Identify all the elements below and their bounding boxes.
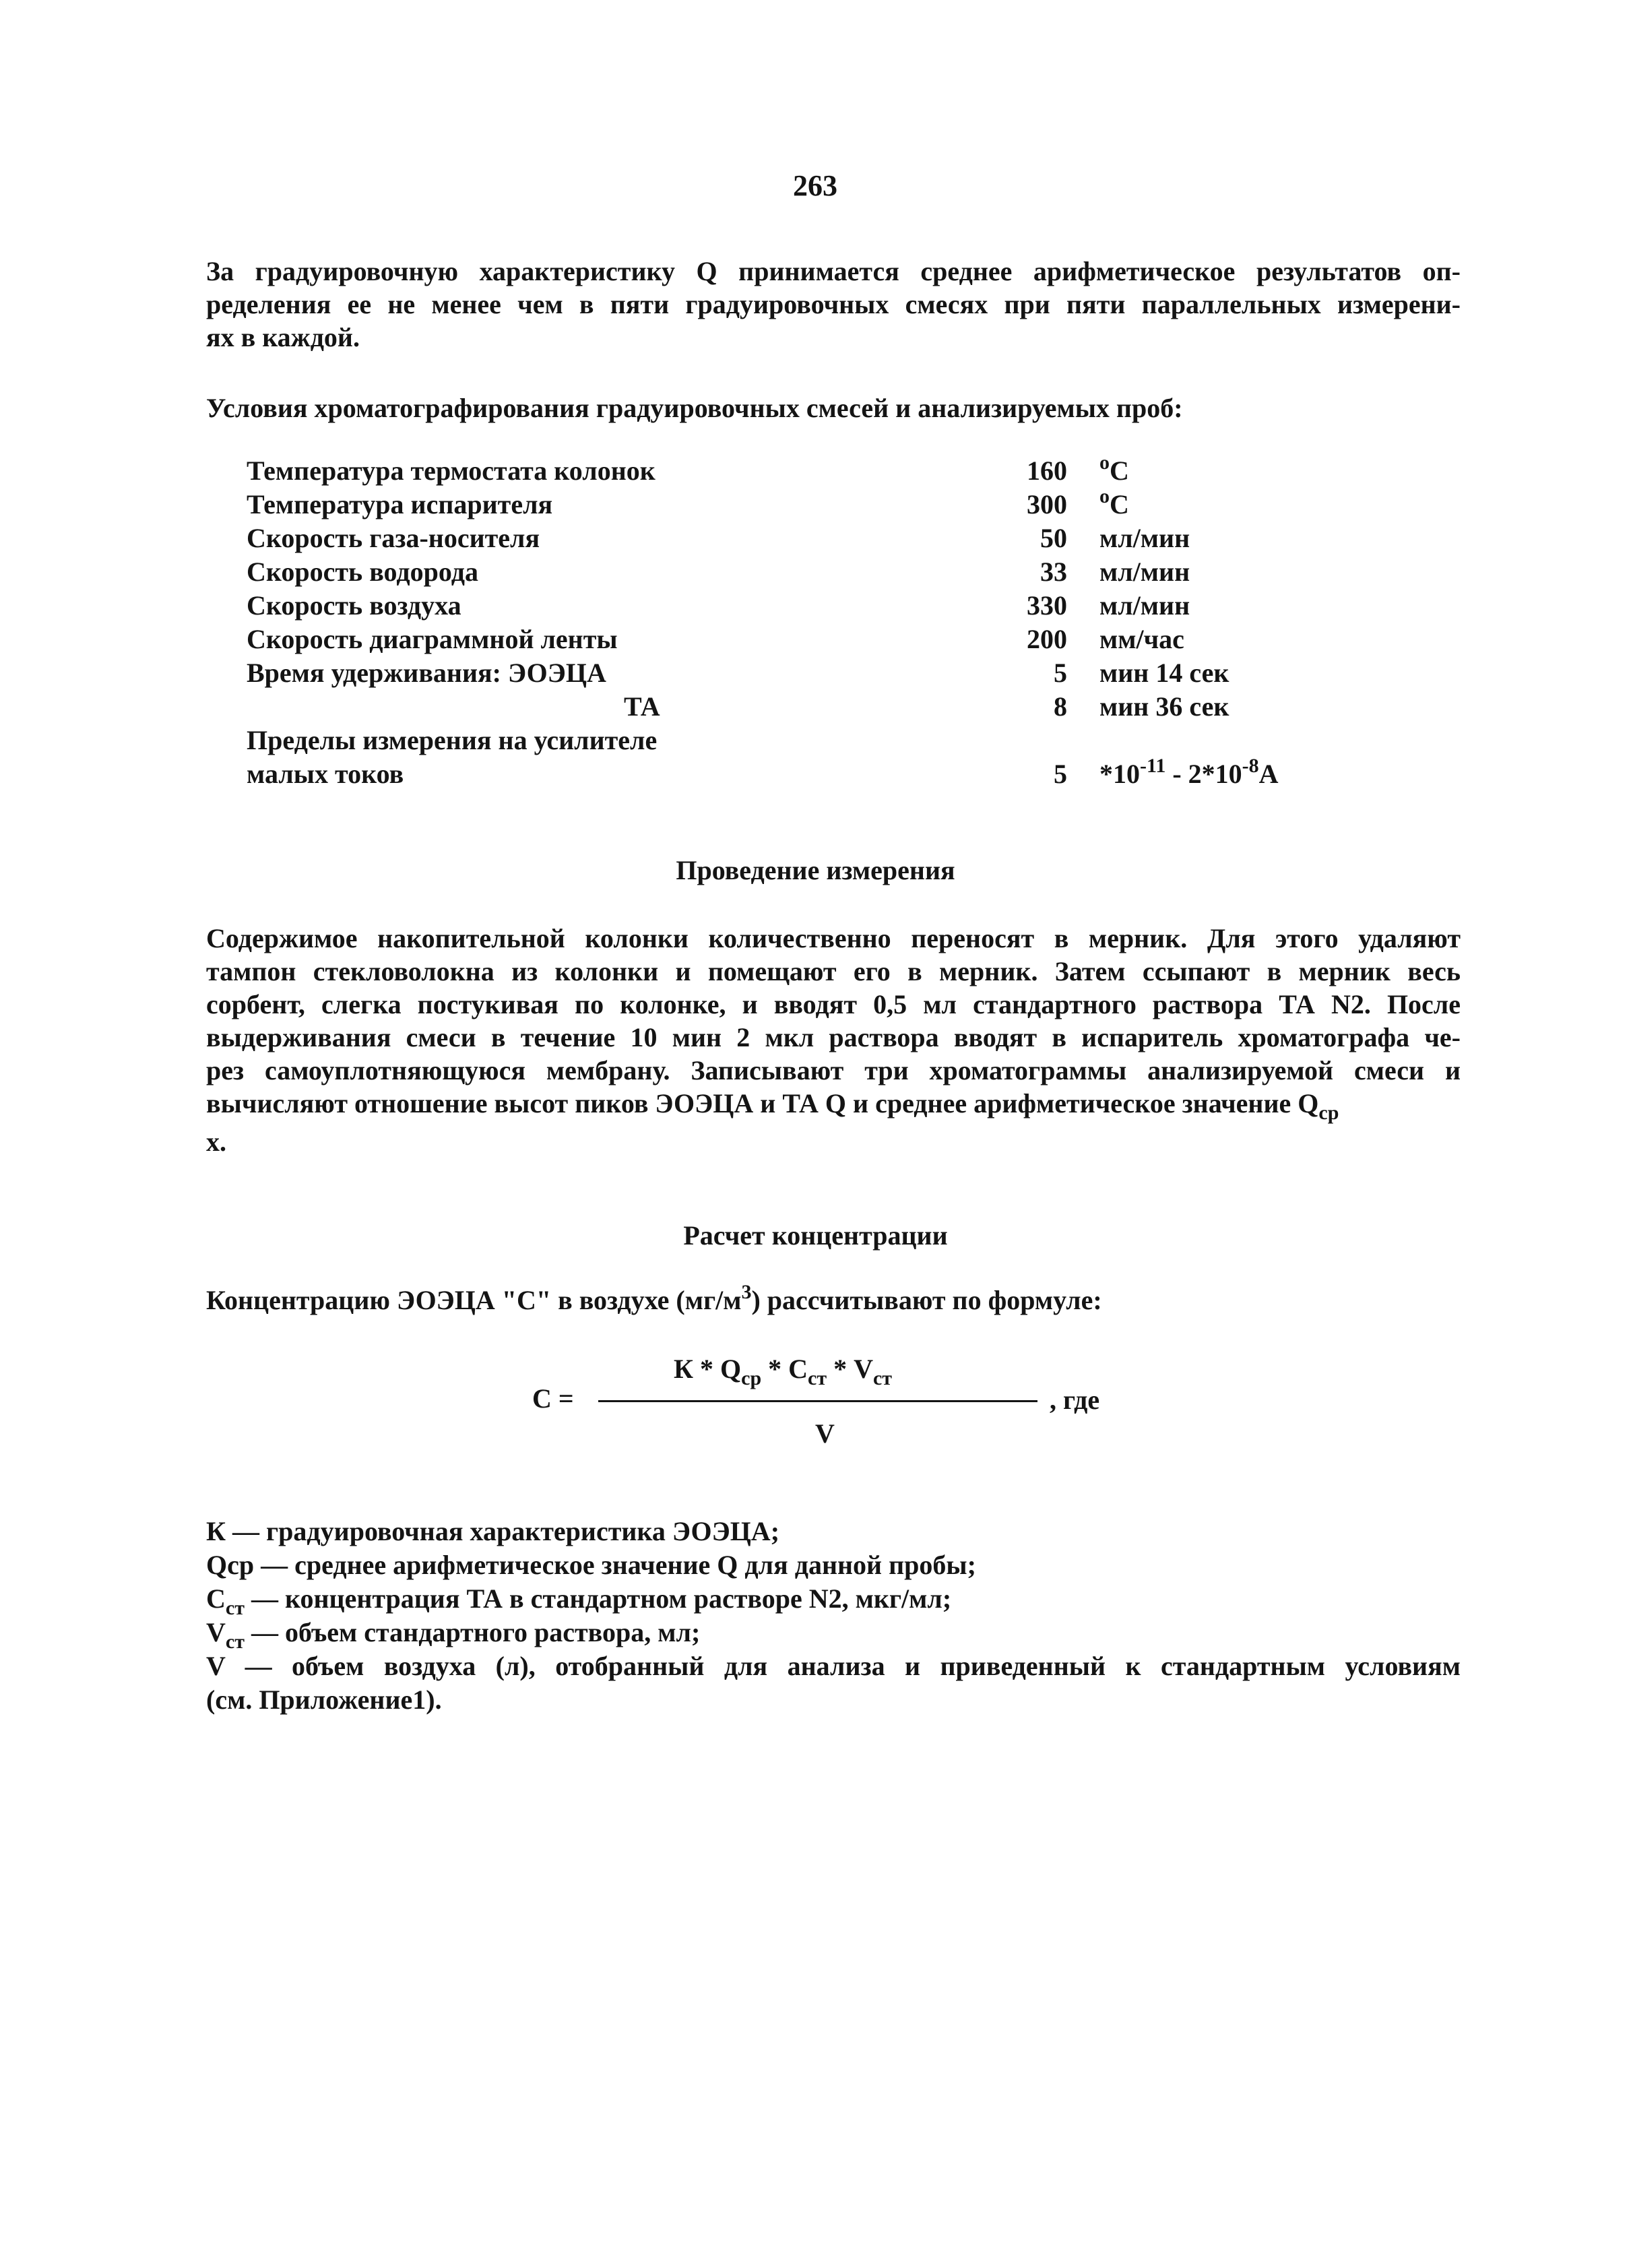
- measurement-line: тампон стекловолокна из колонки и помещают его в мерник. Затем ссыпают в мерник весь: [206, 956, 1461, 986]
- condition-label: Скорость газа-носителя: [247, 523, 540, 553]
- formula-where: , где: [1050, 1385, 1100, 1415]
- measurement-line: вычисляют отношение высот пиков ЭОЭЦА и ТА Q и среднее арифметическое значение $Q_{ср}$: [206, 1088, 1339, 1124]
- calculation-intro: Концентрацию ЭОЭЦА "С" в воздухе $(мг/м^3)$ рассчитывают по формуле:: [206, 1281, 1102, 1315]
- condition-unit: $^о$С: [1099, 485, 1129, 519]
- definitions-list: [206, 1515, 1461, 1717]
- definition-c: $С_{ст}$ — концентрация ТА в стандартном растворе N2, мкг/мл;: [206, 1583, 952, 1619]
- condition-unit: мл/мин: [1099, 590, 1190, 621]
- intro-line: ределения ее не менее чем в пяти градуировочных смесях при пяти параллельных измерени-: [206, 289, 1461, 319]
- measurement-line: сорбент, слегка постукивая по колонке, и вводят 0,5 мл стандартного раствора ТА N2. После: [206, 989, 1461, 1019]
- condition-label: Время удерживания: ЭОЭЦА: [247, 658, 606, 688]
- condition-row: [0, 522, 1631, 556]
- condition-unit: мм/час: [1099, 624, 1184, 654]
- formula-lhs: С =: [532, 1383, 574, 1414]
- definition-v-cont: (см. Приложение1).: [206, 1684, 442, 1715]
- fraction-line: [598, 1400, 1037, 1402]
- condition-value: 300: [1027, 489, 1067, 519]
- condition-unit: $*10^{-11} - 2*10^{-8}А$: [1099, 755, 1279, 789]
- formula-denominator: V: [815, 1418, 835, 1449]
- measurement-line: выдерживания смеси в течение 10 мин 2 мкл раствора вводят в испаритель хроматографа че-: [206, 1022, 1461, 1052]
- condition-value: 5: [1054, 658, 1067, 688]
- condition-value: 33: [1040, 557, 1067, 587]
- measurement-paragraph: [206, 922, 1461, 1158]
- measurement-line: рез самоуплотняющуюся мембрану. Записывают три хроматограммы анализируемой смеси и: [206, 1055, 1461, 1085]
- condition-row: [0, 485, 1631, 522]
- condition-row: [0, 623, 1631, 657]
- measurement-line: х.: [206, 1127, 226, 1157]
- calculation-heading: Расчет концентрации: [683, 1220, 948, 1251]
- intro-paragraph: [206, 255, 1461, 354]
- condition-value: 8: [1054, 691, 1067, 722]
- definition-k: К — градуировочная характеристика ЭОЭЦА;: [206, 1516, 780, 1546]
- condition-label: ТА: [624, 691, 660, 722]
- condition-label: Скорость воздуха: [247, 590, 461, 621]
- condition-unit: мл/мин: [1099, 557, 1190, 587]
- definition-q: Qср — среднее арифметическое значение Q для данной пробы;: [206, 1550, 976, 1580]
- condition-value: 330: [1027, 590, 1067, 621]
- condition-row-limits: [0, 724, 1631, 758]
- condition-label: Скорость водорода: [247, 557, 478, 587]
- condition-unit: мл/мин: [1099, 523, 1190, 553]
- condition-label: Температура испарителя: [247, 489, 553, 519]
- condition-label: Скорость диаграммной ленты: [247, 624, 618, 654]
- intro-line: За градуировочную характеристику Q принимается среднее арифметическое результатов оп-: [206, 256, 1461, 286]
- condition-unit: мин 14 сек: [1099, 658, 1229, 688]
- condition-label: Пределы измерения на усилителе: [247, 725, 658, 755]
- intro-line: ях в каждой.: [206, 322, 360, 352]
- condition-label: Температура термостата колонок: [247, 455, 655, 486]
- formula-numerator: К * $Q_{ср} * С_{ст} * V_{ст}$: [674, 1354, 893, 1389]
- condition-value: 50: [1040, 523, 1067, 553]
- definition-v: V — объем воздуха (л), отобранный для анализа и приведенный к стандартным условиям: [206, 1651, 1461, 1681]
- condition-value: 160: [1027, 455, 1067, 486]
- definition-v-st: $V_{ст}$ — объем стандартного раствора, мл;: [206, 1617, 701, 1653]
- page-number: 263: [793, 169, 837, 202]
- condition-row: [0, 691, 1631, 724]
- condition-row: [0, 590, 1631, 623]
- condition-row: [0, 556, 1631, 590]
- condition-unit: $^о$С: [1099, 451, 1129, 486]
- condition-value: 5: [1054, 759, 1067, 789]
- condition-row: [0, 451, 1631, 489]
- condition-unit: мин 36 сек: [1099, 691, 1229, 722]
- condition-row: [0, 657, 1631, 691]
- condition-value: 200: [1027, 624, 1067, 654]
- measurement-line: Содержимое накопительной колонки количественно переносят в мерник. Для этого удаляют: [206, 923, 1461, 953]
- conditions-title: Условия хроматографирования градуировочных смесей и анализируемых проб:: [206, 393, 1183, 423]
- measurement-heading: Проведение измерения: [676, 855, 955, 885]
- condition-label: малых токов: [247, 759, 404, 789]
- condition-row-limits: [0, 755, 1631, 792]
